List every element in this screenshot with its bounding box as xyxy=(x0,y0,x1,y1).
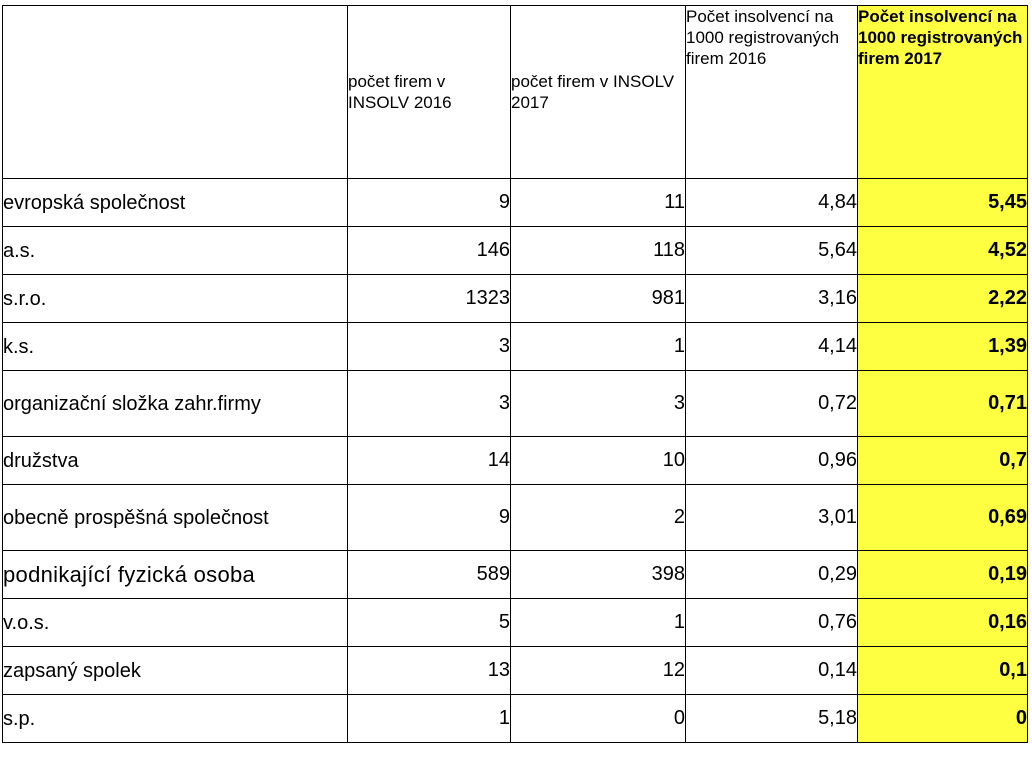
rate-2017-cell: 2,22 xyxy=(858,275,1028,323)
rate-2016-cell: 4,84 xyxy=(686,179,858,227)
table-row xyxy=(3,695,1028,743)
rate-2017-cell: 5,45 xyxy=(858,179,1028,227)
firms-2017-cell: 1 xyxy=(511,599,686,647)
rate-2016-cell: 0,29 xyxy=(686,551,858,599)
firms-2016-cell: 9 xyxy=(348,485,511,551)
firms-2017-cell: 11 xyxy=(511,179,686,227)
row-name: s.p. xyxy=(3,695,348,743)
rate-2017-cell: 1,39 xyxy=(858,323,1028,371)
row-name: v.o.s. xyxy=(3,599,348,647)
firms-2016-cell: 9 xyxy=(348,179,511,227)
table-row xyxy=(3,323,1028,371)
header-firms-2016: počet firem v INSOLV 2016 xyxy=(348,6,511,179)
row-name: družstva xyxy=(3,437,348,485)
row-name: evropská společnost xyxy=(3,179,348,227)
firms-2017-cell: 398 xyxy=(511,551,686,599)
table-row xyxy=(3,485,1028,551)
firms-2016-cell: 1323 xyxy=(348,275,511,323)
rate-2017-cell: 0,1 xyxy=(858,647,1028,695)
rate-2017-cell: 0,16 xyxy=(858,599,1028,647)
row-name: organizační složka zahr.firmy xyxy=(3,371,348,437)
row-name: k.s. xyxy=(3,323,348,371)
rate-2016-cell: 3,01 xyxy=(686,485,858,551)
firms-2016-cell: 1 xyxy=(348,695,511,743)
row-name: zapsaný spolek xyxy=(3,647,348,695)
firms-2017-cell: 0 xyxy=(511,695,686,743)
firms-2016-cell: 589 xyxy=(348,551,511,599)
table-row xyxy=(3,371,1028,437)
table-row xyxy=(3,437,1028,485)
firms-2017-cell: 2 xyxy=(511,485,686,551)
rate-2016-cell: 4,14 xyxy=(686,323,858,371)
rate-2016-cell: 5,18 xyxy=(686,695,858,743)
table-header-row xyxy=(3,6,1028,179)
table-row xyxy=(3,647,1028,695)
table-row xyxy=(3,551,1028,599)
rate-2016-cell: 0,76 xyxy=(686,599,858,647)
rate-2016-cell: 0,72 xyxy=(686,371,858,437)
row-name: podnikající fyzická osoba xyxy=(3,551,348,599)
rate-2016-cell: 0,96 xyxy=(686,437,858,485)
firms-2016-cell: 14 xyxy=(348,437,511,485)
rate-2016-cell: 5,64 xyxy=(686,227,858,275)
firms-2016-cell: 5 xyxy=(348,599,511,647)
header-empty-cell xyxy=(3,6,348,179)
table-row xyxy=(3,599,1028,647)
rate-2017-cell: 0 xyxy=(858,695,1028,743)
header-firms-2017: počet firem v INSOLV 2017 xyxy=(511,6,686,179)
insolvency-table xyxy=(2,5,1028,743)
firms-2017-cell: 12 xyxy=(511,647,686,695)
rate-2017-cell: 0,69 xyxy=(858,485,1028,551)
firms-2017-cell: 3 xyxy=(511,371,686,437)
firms-2016-cell: 3 xyxy=(348,323,511,371)
firms-2017-cell: 118 xyxy=(511,227,686,275)
rate-2016-cell: 0,14 xyxy=(686,647,858,695)
rate-2017-cell: 4,52 xyxy=(858,227,1028,275)
rate-2017-cell: 0,71 xyxy=(858,371,1028,437)
row-name: s.r.o. xyxy=(3,275,348,323)
row-name: obecně prospěšná společnost xyxy=(3,485,348,551)
header-rate-2017: Počet insolvencí na 1000 registrovaných firem 2017 xyxy=(858,6,1028,179)
firms-2016-cell: 13 xyxy=(348,647,511,695)
firms-2016-cell: 146 xyxy=(348,227,511,275)
rate-2016-cell: 3,16 xyxy=(686,275,858,323)
rate-2017-cell: 0,19 xyxy=(858,551,1028,599)
firms-2017-cell: 981 xyxy=(511,275,686,323)
firms-2017-cell: 10 xyxy=(511,437,686,485)
header-rate-2016: Počet insolvencí na 1000 registrovaných firem 2016 xyxy=(686,6,858,179)
firms-2017-cell: 1 xyxy=(511,323,686,371)
rate-2017-cell: 0,7 xyxy=(858,437,1028,485)
table-row xyxy=(3,179,1028,227)
table-row xyxy=(3,275,1028,323)
table-row xyxy=(3,227,1028,275)
firms-2016-cell: 3 xyxy=(348,371,511,437)
row-name: a.s. xyxy=(3,227,348,275)
